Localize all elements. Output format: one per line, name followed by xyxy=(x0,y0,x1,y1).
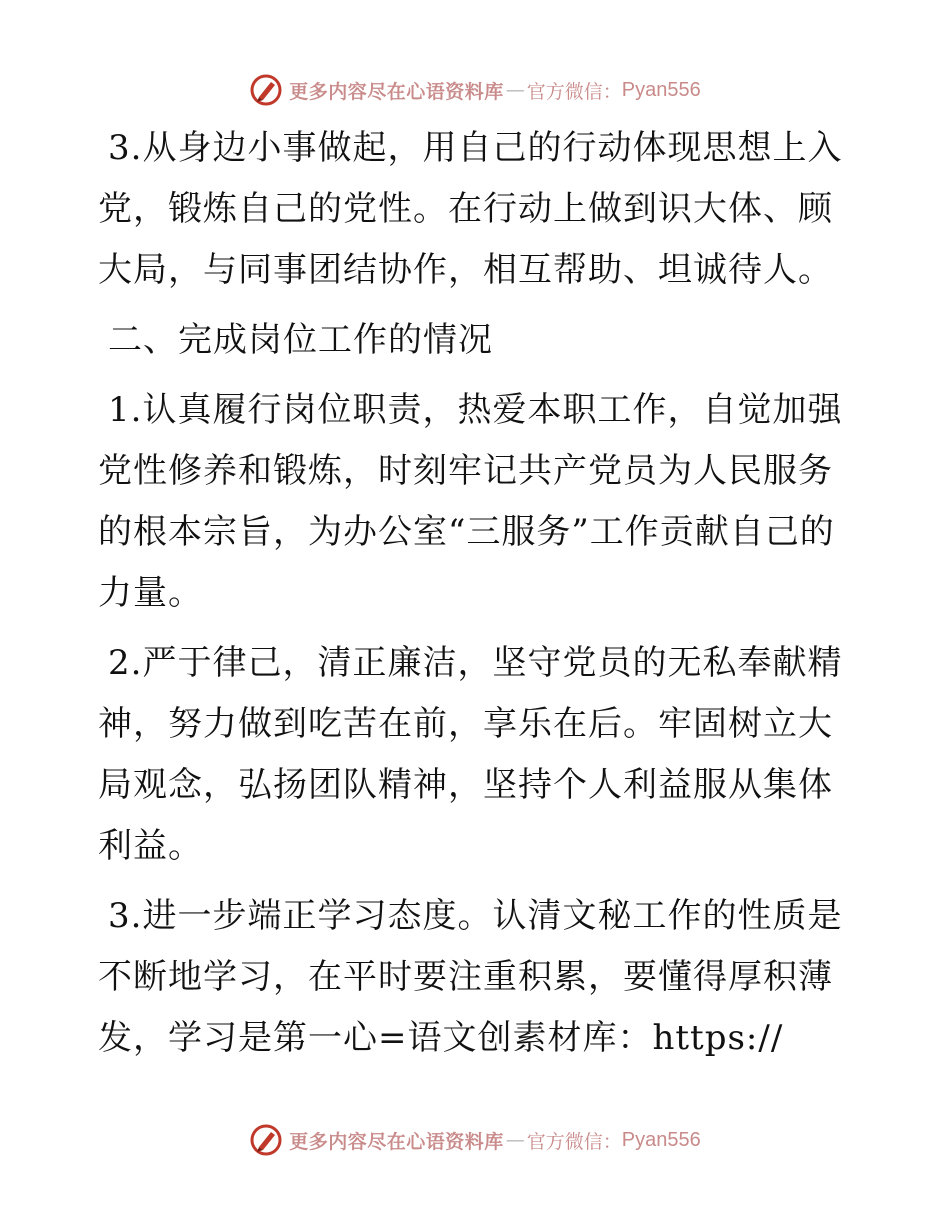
header-banner xyxy=(0,70,950,110)
pen-logo-icon xyxy=(249,73,283,107)
header-site-text: 更多内容尽在心语资料库 xyxy=(289,80,504,103)
section-heading-job-duties: 二、完成岗位工作的情况 xyxy=(108,320,493,360)
footer-separator: — xyxy=(505,1129,525,1151)
footer-banner xyxy=(0,1120,950,1160)
paragraph-point-2-discipline: 2.严于律己，清正廉洁，坚守党员的无私奉献精神，努力做到吃苦在前，享乐在后。牢固树立大局观念，弘扬团队精神，坚持个人利益服从集体利益。 xyxy=(98,643,843,866)
footer-wechat-id: Pyan556 xyxy=(621,1128,701,1151)
pen-logo-icon xyxy=(249,1123,283,1157)
footer-wechat-label: 官方微信： xyxy=(526,1130,622,1153)
paragraph-point-3-study: 3.进一步端正学习态度。认清文秘工作的性质是不断地学习，在平时要注重积累，要懂得厚积薄发，学习是第一心=语文创素材库：https:// xyxy=(98,896,843,1058)
paragraph-point-1-duties: 1.认真履行岗位职责，热爱本职工作，自觉加强党性修养和锻炼，时刻牢记共产党员为人民服务的根本宗旨，为办公室“三服务”工作贡献自己的力量。 xyxy=(98,390,843,613)
header-wechat-id: Pyan556 xyxy=(621,78,701,101)
paragraph-point-3-act: 3.从身边小事做起，用自己的行动体现思想上入党，锻炼自己的党性。在行动上做到识大体、顾大局，与同事团结协作，相互帮助、坦诚待人。 xyxy=(98,128,843,290)
header-wechat-label: 官方微信： xyxy=(526,80,622,103)
footer-site-text: 更多内容尽在心语资料库 xyxy=(289,1130,504,1153)
header-separator: — xyxy=(505,79,525,101)
document-body xyxy=(98,118,854,1078)
